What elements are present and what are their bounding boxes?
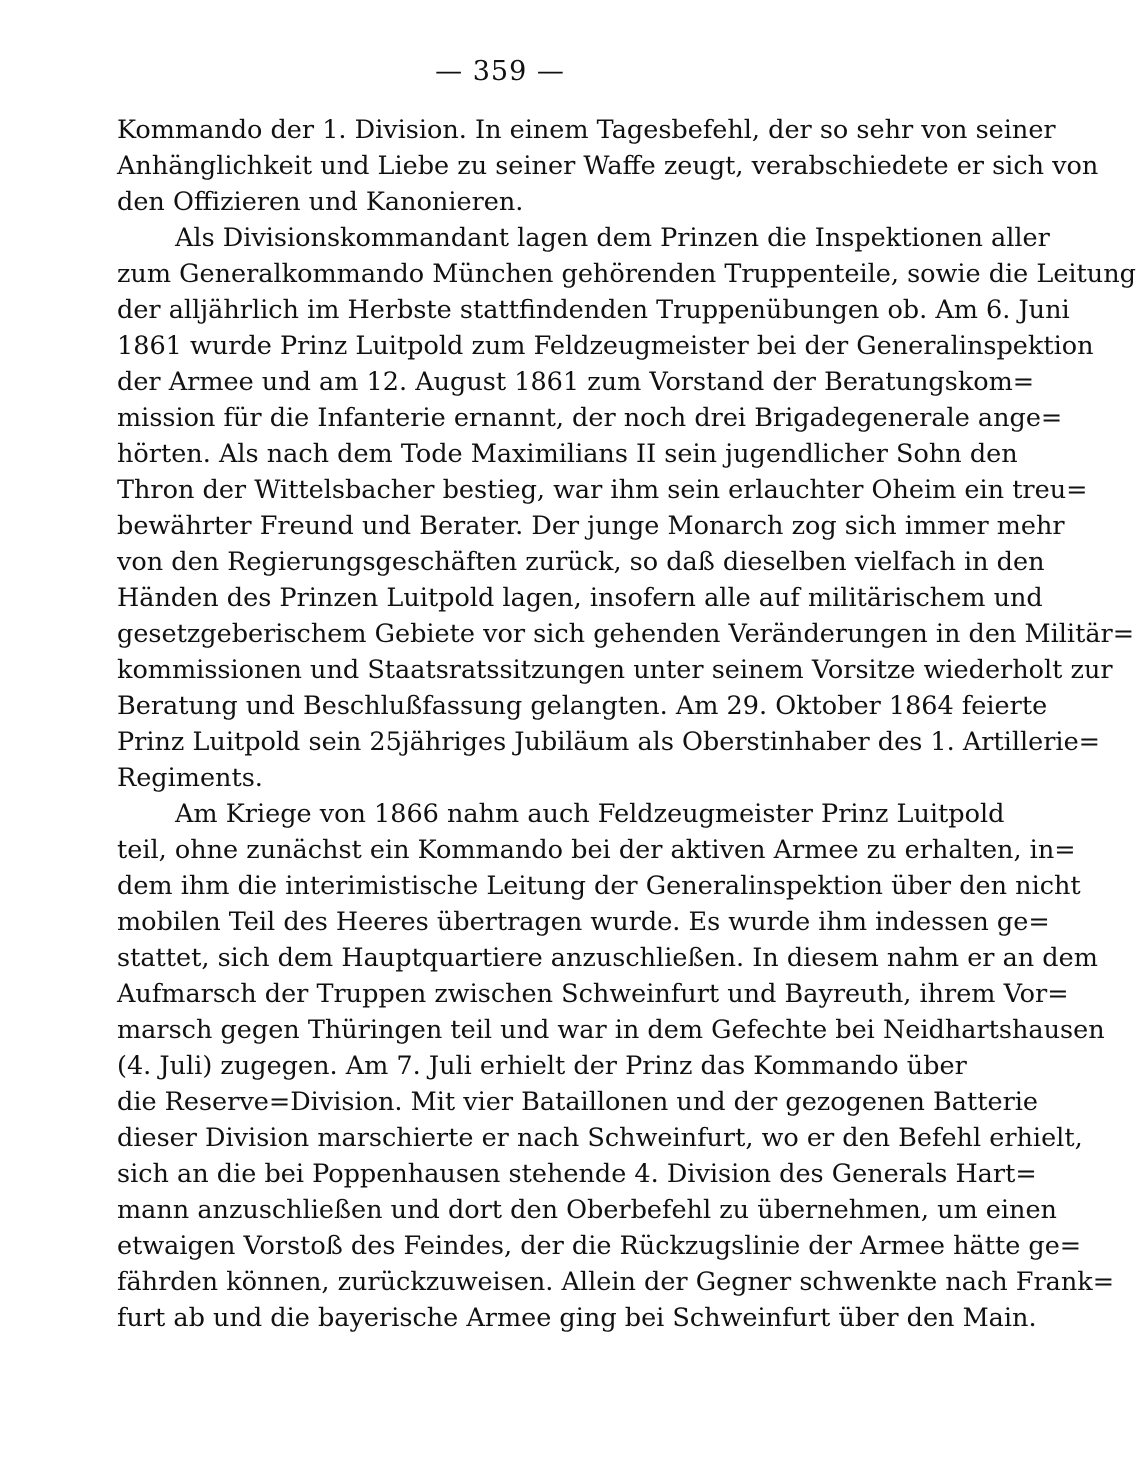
text-line: kommissionen und Staatsratssitzungen unter seinem Vorsitze wiederholt zur [117, 655, 1113, 685]
paragraph [117, 112, 1099, 220]
text-line: Prinz Luitpold sein 25jähriges Jubiläum als Oberstinhaber des 1. Artillerie= [117, 727, 1101, 757]
text-line: mann anzuschließen und dort den Oberbefehl zu übernehmen, um einen [117, 1195, 1057, 1225]
text-line: die Reserve=Division. Mit vier Bataillonen und der gezogenen Batterie [117, 1087, 1039, 1117]
text-line: Thron der Wittelsbacher bestieg, war ihm sein erlauchter Oheim ein treu= [117, 475, 1088, 505]
text-line: Als Divisionskommandant lagen dem Prinzen die Inspektionen aller [175, 223, 1050, 253]
text-line: marsch gegen Thüringen teil und war in dem Gefechte bei Neidhartshausen [117, 1015, 1105, 1045]
text-line: dieser Division marschierte er nach Schweinfurt, wo er den Befehl erhielt, [117, 1123, 1083, 1153]
text-line: fährden können, zurückzuweisen. Allein der Gegner schwenkte nach Frank= [117, 1267, 1115, 1297]
text-line: dem ihm die interimistische Leitung der Generalinspektion über den nicht [117, 871, 1081, 901]
text-line: von den Regierungsgeschäften zurück, so daß dieselben vielfach in den [117, 547, 1045, 577]
text-line: Regiments. [117, 763, 263, 793]
text-line: hörten. Als nach dem Tode Maximilians II sein jugendlicher Sohn den [117, 439, 1018, 469]
text-line: sich an die bei Poppenhausen stehende 4. Division des Generals Hart= [117, 1159, 1037, 1189]
text-line: (4. Juli) zugegen. Am 7. Juli erhielt der Prinz das Kommando über [117, 1051, 967, 1081]
text-line: der alljährlich im Herbste stattfindenden Truppenübungen ob. Am 6. Juni [117, 295, 1070, 325]
text-line: der Armee und am 12. August 1861 zum Vorstand der Beratungskom= [117, 367, 1035, 397]
text-line: Aufmarsch der Truppen zwischen Schweinfurt und Bayreuth, ihrem Vor= [117, 979, 1069, 1009]
text-line: zum Generalkommando München gehörenden Truppenteile, sowie die Leitung [117, 259, 1136, 289]
text-line: stattet, sich dem Hauptquartiere anzuschließen. In diesem nahm er an dem [117, 943, 1098, 973]
page-body-text [117, 112, 1136, 1336]
text-line: furt ab und die bayerische Armee ging bei Schweinfurt über den Main. [117, 1303, 1037, 1333]
page-number-header: — 359 — [435, 56, 565, 87]
text-line: Kommando der 1. Division. In einem Tagesbefehl, der so sehr von seiner [117, 115, 1056, 145]
text-line: Am Kriege von 1866 nahm auch Feldzeugmeister Prinz Luitpold [175, 799, 1005, 829]
text-line: etwaigen Vorstoß des Feindes, der die Rückzugslinie der Armee hätte ge= [117, 1231, 1082, 1261]
paragraph [117, 220, 1136, 796]
text-line: mission für die Infanterie ernannt, der noch drei Brigadegenerale ange= [117, 403, 1063, 433]
text-line: mobilen Teil des Heeres übertragen wurde. Es wurde ihm indessen ge= [117, 907, 1050, 937]
text-line: Anhänglichkeit und Liebe zu seiner Waffe zeugt, verabschiedete er sich von [117, 151, 1099, 181]
text-line: Händen des Prinzen Luitpold lagen, insofern alle auf militärischem und [117, 583, 1043, 613]
text-line: 1861 wurde Prinz Luitpold zum Feldzeugmeister bei der Generalinspektion [117, 331, 1094, 361]
text-line: den Offizieren und Kanonieren. [117, 187, 524, 217]
text-line: bewährter Freund und Berater. Der junge Monarch zog sich immer mehr [117, 511, 1065, 541]
text-line: Beratung und Beschlußfassung gelangten. Am 29. Oktober 1864 feierte [117, 691, 1048, 721]
paragraph [117, 796, 1115, 1336]
text-line: teil, ohne zunächst ein Kommando bei der aktiven Armee zu erhalten, in= [117, 835, 1076, 865]
text-line: gesetzgeberischem Gebiete vor sich gehenden Veränderungen in den Militär= [117, 619, 1135, 649]
